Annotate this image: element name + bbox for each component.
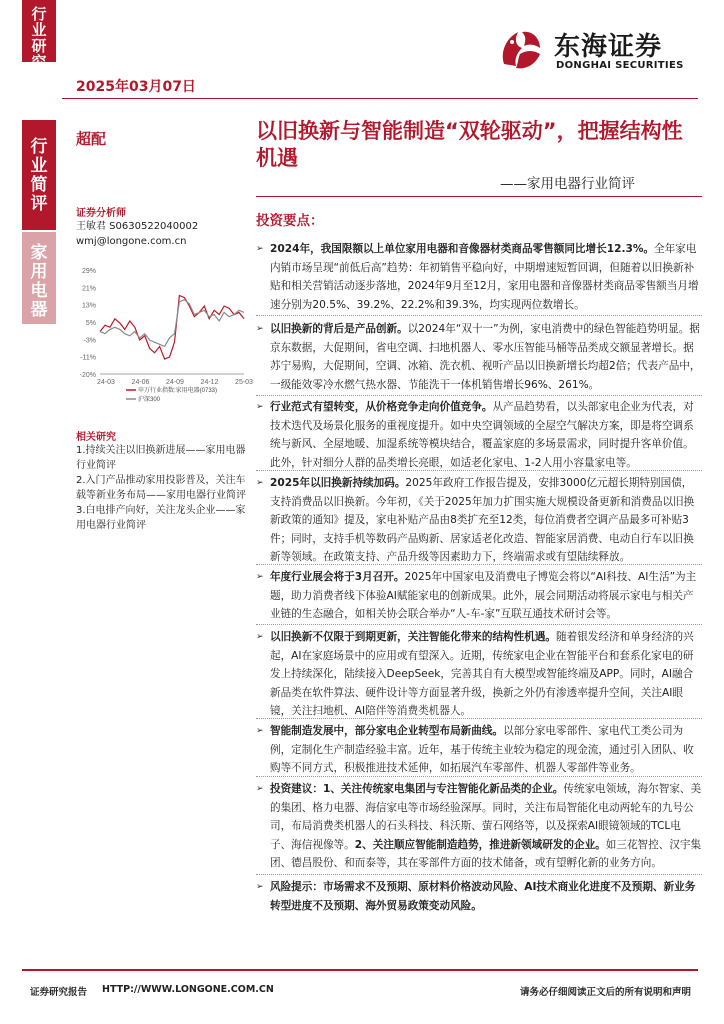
y-tick-label: 5% [85,320,96,327]
y-tick-label: 29% [81,268,96,275]
divider [256,718,702,719]
point-9: ➢ 风险提示：市场需求不及预期、原材料价格波动风险、AI技术商业化进度不及预期、新业务转型进度不及预期、海外贸易政策变动风险。 [256,878,702,915]
arrow-icon: ➢ [256,324,264,334]
analyst-label: 证券分析师 [76,208,126,219]
points-title: 投资要点： [256,213,324,229]
y-tick-label: -11% [80,354,96,362]
report-subtitle: ——家用电器行业简评 [500,176,635,192]
y-tick-label: 21% [81,285,96,293]
divider [256,315,702,316]
series-line [100,300,244,347]
y-tick-label: -20% [79,372,96,379]
header-rule [62,98,698,99]
footer-disclaimer: 请务必仔细阅读正文后的所有说明和声明 [520,987,692,998]
related-item[interactable]: 2.入门产品推动家用投影普及，关注车载等新业务布局——家用电器行业简评 [76,475,246,501]
related-list [76,443,248,533]
logo-mark-icon [496,24,546,74]
divider [256,776,702,777]
point-2: ➢ 以旧换新的背后是产品创新。以2024年“双十一”为例，家电消费中的绿色智能趋势明显。据京东数据，大促期间，省电空调、扫地机器人、零水压智能马桶等品类成交额显著增长。据苏宁易购，大促期间，空调、冰箱、洗衣机、视听产品以旧换新增长均超2倍；代表产品中，一级能效零冷水燃气热水器、节能洗干一体机销售增长96%、261%。 [256,320,702,394]
report-title: 以旧换新与智能制造“双轮驱动”，把握结构性机遇 [256,119,683,170]
related-title: 相关研究 [76,432,116,443]
arrow-icon: ➢ [256,244,264,254]
related-item[interactable]: 1.持续关注以旧换新进展——家用电器行业简评 [76,445,246,471]
arrow-icon: ➢ [256,402,264,412]
chart-svg [76,262,253,412]
arrow-icon: ➢ [256,478,264,488]
point-3: ➢ 行业范式有望转变，从价格竞争走向价值竞争。从产品趋势看，以头部家电企业为代表，对技术迭代及场景化服务的重视度提升。如中央空调领域的全屋空气解决方案，即是将空调系统与新风、全屋地暖、加湿系统等模块结合，覆盖家庭的多场景需求，同时提升客单价值。此外，针对细分人群的品类增长亮眼，如适老化家电、1-2人用小容量家电等。 [256,398,702,472]
y-tick-label: 13% [81,302,96,310]
analyst-name: 王敏君 S0630522040002 [76,221,199,232]
x-tick-label: 25-03 [235,379,253,386]
divider [256,624,702,625]
footer-left: 证券研究报告 [30,987,88,998]
footer-url[interactable]: HTTP://WWW.LONGONE.COM.CN [102,984,274,995]
divider [256,470,702,471]
x-tick-label: 24-09 [166,379,184,386]
logo-cn: 东海证券 [554,32,663,62]
arrow-icon: ➢ [256,784,264,794]
x-tick-label: 24-06 [131,379,150,386]
rating: 超配 [76,130,107,148]
point-5: ➢ 年度行业展会将于3月召开。2025年中国家电及消费电子博览会将以“AI科技、AI生活”为主题，助力消费者线下体验AI赋能家电的创新成果。此外，展会同期活动将展示家电与相关产业链的生态融合，如相关协会联合举办“人-车-家”互联互通技术研讨会等。 [256,568,702,624]
point-7: ➢ 智能制造发展中，部分家电企业转型布局新曲线。以部分家电零部件、家电代工类公司为例，定制化生产制造经验丰富。近年，基于传统主业较为稳定的现金流，通过引入团队、收购等不同方式，积极推进技术延伸，如拓展汽车零部件、机器人零部件等业务。 [256,722,702,778]
band-top-label: 行 业 研 究 [31,5,47,71]
report-date: 2025年03月07日 [76,79,196,95]
title-rule [256,196,702,197]
logo-en: DONGHAI SECURITIES [556,60,684,71]
point-6: ➢ 以旧换新不仅限于到期更新，关注智能化带来的结构性机遇。随着银发经济和单身经济的兴起，AI在家庭场景中的应用或有望深入。近期，传统家电企业在智能平台和套系化家电的研发上持续深化，陆续接入DeepSeek，完善其自有大模型或智能终端及APP。同时，AI融合新品类在软件算法、硬件设计等方面显著升级，换新之外仍有渗透率提升空间，关注AI眼镜，关注扫地机、AI陪伴等消费类机器人。 [256,628,702,721]
y-tick-label: -3% [83,337,96,345]
legend-label: 沪深300 [138,397,161,403]
company-logo [496,22,696,78]
arrow-icon: ➢ [256,726,264,736]
divider [256,395,702,396]
band-middle-label: 行 业 简 评 [30,137,48,214]
series-line [100,296,244,360]
price-chart [76,262,253,412]
point-1: ➢ 2024年，我国限额以上单位家用电器和音像器材类商品零售额同比增长12.3%。全年家电内销市场呈现“前低后高”趋势：年初销售平稳向好，中期增速短暂回调，但随着以旧换新补贴和相关营销活动逐步落地，2024年9月至12月，家用电器和音像器材类商品零售额当月增速分别为20.5%、39.2%、22.2%和39.3%，均实现两位数增长。 [256,240,702,314]
divider [256,874,702,875]
x-tick-label: 24-03 [97,379,115,386]
related-item[interactable]: 3.白电排产向好，关注龙头企业——家用电器行业简评 [76,505,246,531]
footer-rule [22,969,698,971]
analyst-email: wmj@longone.com.cn [76,236,187,247]
divider [256,564,702,565]
legend-label: 申万行业指数:家用电器(0733) [138,388,218,394]
point-4: ➢ 2025年以旧换新持续加码。2025年政府工作报告提及，安排3000亿元超长期特别国债，支持消费品以旧换新。今年初，《关于2025年加力扩围实施大规模设备更新和消费品以旧换新政策的通知》提及，家电补贴产品由8类扩充至12类，每位消费者空调产品最多可补贴3件；同时，支持手机等数码产品购新、居家适老化改造、智能家居消费、电动自行车以旧换新等领域。在政策支持、产品升级等因素助力下，终端需求或有望陆续释放。 [256,474,702,567]
arrow-icon: ➢ [256,572,264,582]
band-bottom-label: 家 用 电 器 [30,243,48,320]
arrow-icon: ➢ [256,632,264,642]
point-8: ➢ 投资建议：1、关注传统家电集团与专注智能化新品类的企业。传统家电领域，海尔智家、美的集团、格力电器、海信家电等市场经验深厚。同时，关注布局智能化电动两轮车的九号公司，布局消费类机器人的石头科技、科沃斯、萤石网络等，以及探索AI眼镜领域的TCL电子、海信视像等。2、关注顺应智能制造趋势，推进新领域研发的企业。如三花智控、汉宇集团、德昌股份、和而泰等，其在零部件方面的技术储备，或有望孵化新的业务方向。 [256,780,702,873]
x-tick-label: 24-12 [200,379,219,386]
arrow-icon: ➢ [256,882,264,892]
